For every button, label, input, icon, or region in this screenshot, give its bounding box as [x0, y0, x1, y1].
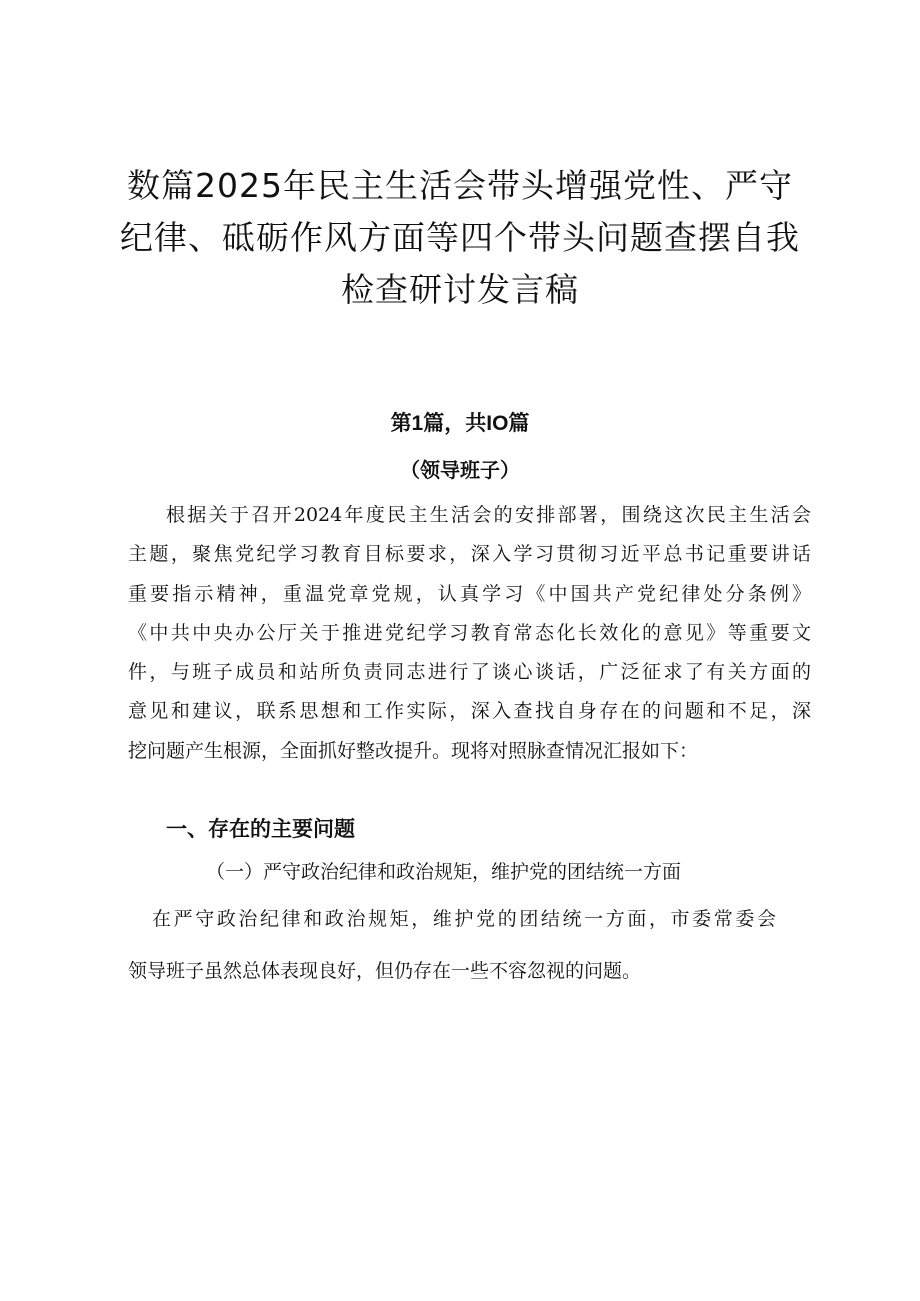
paragraph-line: 领导班子虽然总体表现良好，但仍存在一些不容忽视的问题。: [128, 960, 642, 982]
paragraph-line: 件，与班子成员和站所负责同志进行了谈心谈话，广泛征求了有关方面的: [128, 661, 811, 684]
paragraph-line: 根据关于召开2024年度民主生活会的安排部署，围绕这次民主生活会: [166, 504, 811, 526]
title-line: 纪律、砥砺作风方面等四个带头问题查摆自我: [120, 218, 800, 257]
paragraph-line: 主题，聚焦党纪学习教育目标要求，深入学习贯彻习近平总书记重要讲话: [128, 543, 811, 566]
paragraph-line: 挖问题产生根源，全面抓好整改提升。现将对照脉查情况汇报如下：: [128, 739, 699, 762]
intro-paragraph: [128, 496, 811, 771]
paragraph-line: 重要指示精神，重温党章党规，认真学习《中国共产党纪律处分条例》: [128, 582, 811, 605]
paragraph-line: 《中共中央办公厅关于推进党纪学习教育常态化长效化的意见》等重要文: [128, 621, 811, 644]
title-line: 检查研讨发言稿: [341, 270, 579, 309]
document-title: [120, 160, 800, 316]
subsection-heading: （一）严守政治纪律和政治规矩，维护党的团结统一方面: [206, 861, 682, 883]
document-subtitle: （领导班子）: [400, 460, 520, 482]
paragraph-line: 意见和建议，联系思想和工作实际，深入查找自身存在的问题和不足，深: [128, 700, 811, 723]
title-line: 数篇2025年民主生活会带头增强党性、严守: [127, 166, 793, 205]
paragraph-line: 在严守政治纪律和政治规矩，维护党的团结统一方面，市委常委会: [152, 908, 776, 930]
chapter-label: 第1篇，共IO篇: [390, 412, 530, 435]
section-heading: 一、存在的主要问题: [166, 818, 355, 841]
